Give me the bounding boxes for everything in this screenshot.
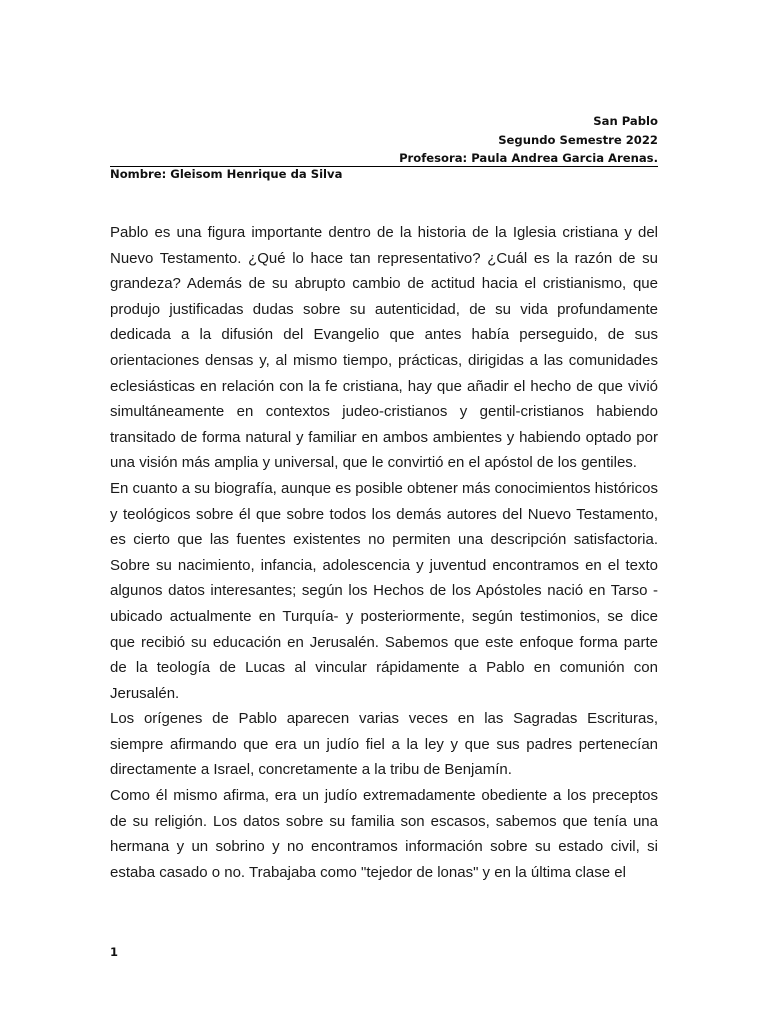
semester-label: Segundo Semestre 2022: [498, 132, 658, 147]
course-title: San Pablo: [593, 114, 658, 128]
student-name: Nombre: Gleisom Henrique da Silva: [110, 167, 343, 181]
page-number: 1: [110, 945, 119, 959]
paragraph-3: Los orígenes de Pablo aparecen varias veces en las Sagradas Escrituras, siempre afirmando que era un judío fiel a la ley y que sus padres pertenecían directamente a Israel, concretamente a la tribu de Benjamín.: [110, 710, 658, 779]
essay-body: [110, 220, 658, 885]
paragraph-4: Como él mismo afirma, era un judío extremadamente obediente a los preceptos de su religión. Los datos sobre su familia son escasos, sabemos que tenía una hermana y un sobrino y no encontramos información sobre su estado civil, si estaba casado o no. Trabajaba como "tejedor de lonas" y en la última clase el: [110, 787, 658, 881]
professor-label: Profesora: Paula Andrea Garcia Arenas.: [399, 151, 658, 165]
paragraph-2: En cuanto a su biografía, aunque es posible obtener más conocimientos históricos y teológicos sobre él que sobre todos los demás autores del Nuevo Testamento, es cierto que las fuentes existentes no permiten una descripción satisfactoria. Sobre su nacimiento, infancia, adolescencia y juventud encontramos en el texto algunos datos interesantes; según los Hechos de los Apóstoles nació en Tarso -ubicado actualmente en Turquía- y posteriormente, según testimonios, se dice que recibió su educación en Jerusalén. Sabemos que este enfoque forma parte de la teología de Lucas al vincular rápidamente a Pablo en comunión con Jerusalén.: [110, 479, 658, 702]
document-header: [399, 112, 658, 168]
paragraph-1: Pablo es una figura importante dentro de la historia de la Iglesia cristiana y del Nuevo Testamento. ¿Qué lo hace tan representativo? ¿Cuál es la razón de su grandeza? Además de su abrupto cambio de actitud hacia el cristianismo, que produjo justificadas dudas sobre su autenticidad, de su vida profundamente dedicada a la difusión del Evangelio que antes había perseguido, de sus orientaciones densas y, al mismo tiempo, prácticas, dirigidas a las comunidades eclesiásticas en relación con la fe cristiana, hay que añadir el hecho de que vivió simultáneamente en contextos judeo-cristianos y gentil-cristianos habiendo transitado de forma natural y familiar en ambos ambientes y habiendo optado por una visión más amplia y universal, que le convirtió en el apóstol de los gentiles.: [110, 224, 658, 472]
